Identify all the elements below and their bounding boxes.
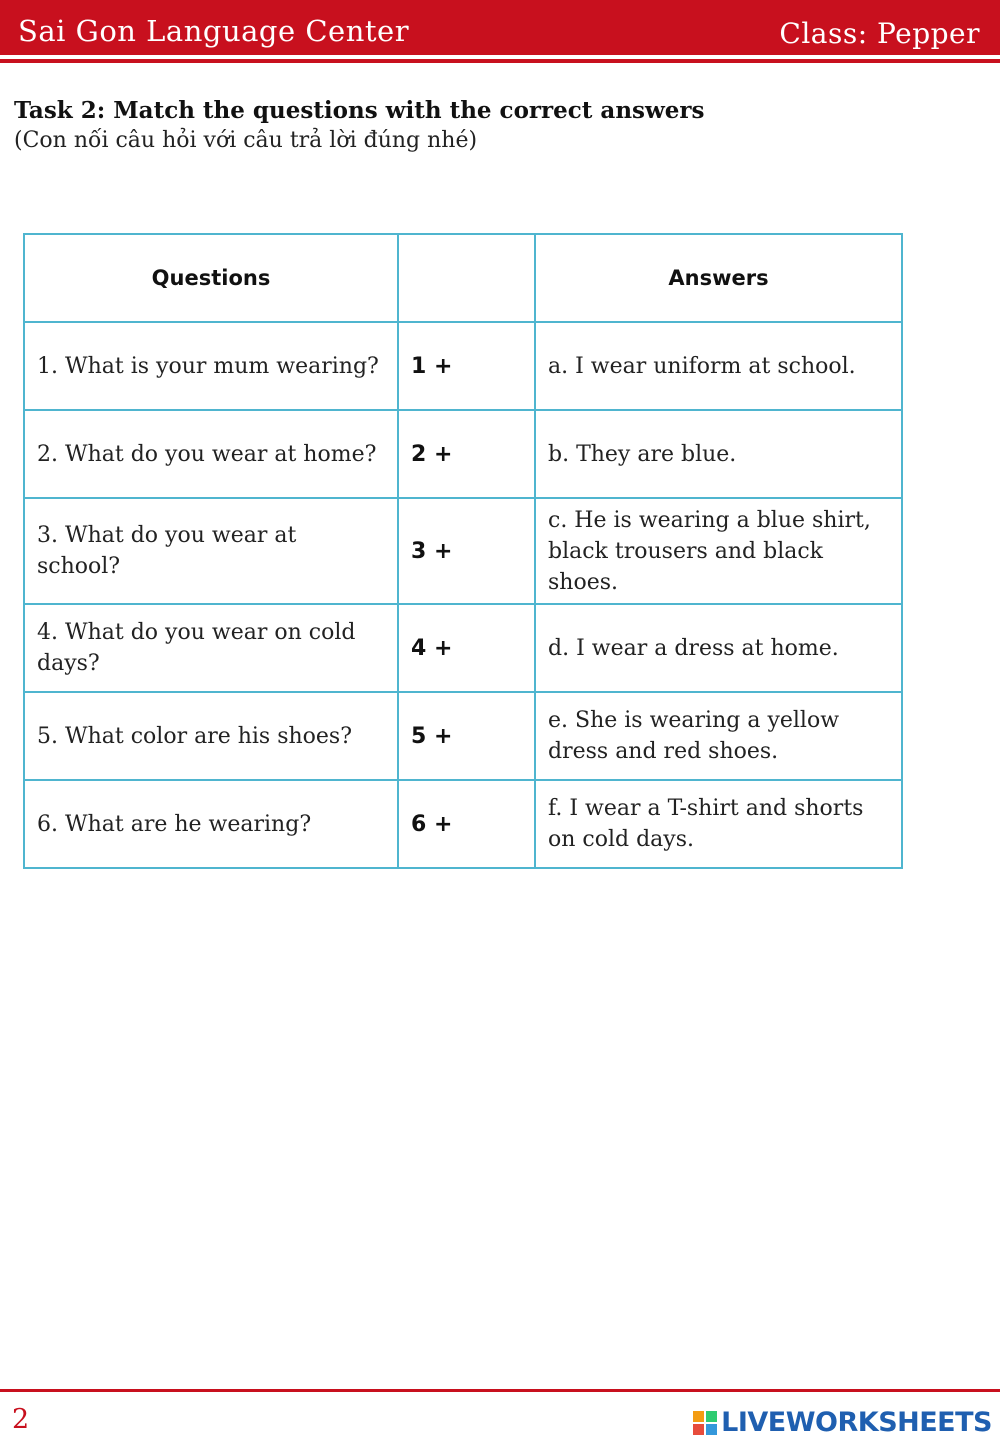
question-cell: 4. What do you wear on cold days? bbox=[24, 604, 398, 692]
match-input-cell[interactable]: 3 + bbox=[398, 498, 535, 604]
match-input-cell[interactable]: 4 + bbox=[398, 604, 535, 692]
liveworksheets-watermark bbox=[693, 1407, 992, 1438]
question-cell: 6. What are he wearing? bbox=[24, 780, 398, 868]
table-row bbox=[24, 410, 902, 498]
answer-cell: e. She is wearing a yellow dress and red shoes. bbox=[535, 692, 902, 780]
match-input-cell[interactable]: 6 + bbox=[398, 780, 535, 868]
page-number: 2 bbox=[12, 1404, 30, 1435]
table-row bbox=[24, 780, 902, 868]
answer-cell: f. I wear a T-shirt and shorts on cold days. bbox=[535, 780, 902, 868]
table-header-row bbox=[24, 234, 902, 322]
match-input-cell[interactable]: 2 + bbox=[398, 410, 535, 498]
watermark-text: LIVEWORKSHEETS bbox=[721, 1407, 992, 1438]
answer-cell: c. He is wearing a blue shirt, black trousers and black shoes. bbox=[535, 498, 902, 604]
center-name: Sai Gon Language Center bbox=[18, 14, 410, 48]
header-bar bbox=[0, 0, 1000, 55]
match-input-cell[interactable]: 5 + bbox=[398, 692, 535, 780]
header-divider bbox=[0, 59, 1000, 63]
table-row bbox=[24, 322, 902, 410]
footer-divider bbox=[0, 1389, 1000, 1392]
class-label: Class: Pepper bbox=[779, 17, 980, 50]
task-subtitle: (Con nối câu hỏi với câu trả lời đúng nhé) bbox=[14, 128, 478, 153]
answer-cell: a. I wear uniform at school. bbox=[535, 322, 902, 410]
question-cell: 3. What do you wear at school? bbox=[24, 498, 398, 604]
task-title: Task 2: Match the questions with the correct answers bbox=[14, 97, 705, 124]
answers-header: Answers bbox=[535, 234, 902, 322]
answer-cell: b. They are blue. bbox=[535, 410, 902, 498]
match-header bbox=[398, 234, 535, 322]
question-cell: 5. What color are his shoes? bbox=[24, 692, 398, 780]
questions-header: Questions bbox=[24, 234, 398, 322]
liveworksheets-logo-icon bbox=[693, 1411, 717, 1435]
question-cell: 1. What is your mum wearing? bbox=[24, 322, 398, 410]
matching-table bbox=[23, 233, 903, 869]
answer-cell: d. I wear a dress at home. bbox=[535, 604, 902, 692]
match-input-cell[interactable]: 1 + bbox=[398, 322, 535, 410]
table-row bbox=[24, 604, 902, 692]
table-row bbox=[24, 692, 902, 780]
table-row bbox=[24, 498, 902, 604]
question-cell: 2. What do you wear at home? bbox=[24, 410, 398, 498]
